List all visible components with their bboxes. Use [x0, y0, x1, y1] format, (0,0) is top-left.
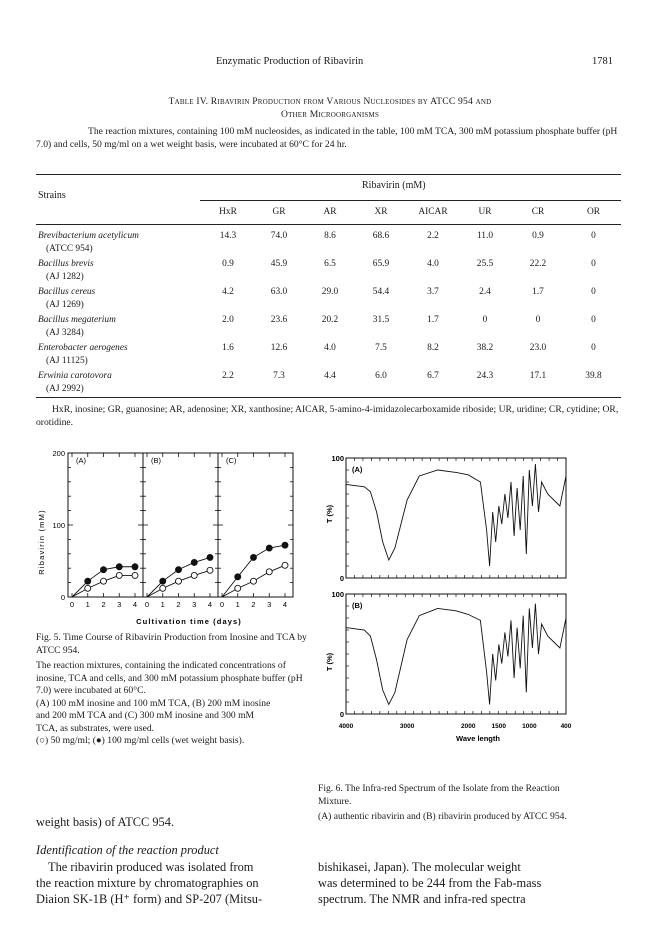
value-cell: 0.9: [222, 259, 234, 269]
table-group-rule: [200, 200, 621, 201]
fig6-xtick-label: 1000: [522, 723, 537, 730]
value-cell: 25.5: [476, 259, 494, 269]
fig5-panel: [218, 453, 293, 609]
fig5-xlabel: Cultivation time (days): [136, 617, 242, 626]
value-cell: 17.1: [529, 371, 547, 381]
fig6-panel-label: (B): [352, 601, 363, 610]
fig6-xtick-label: 3000: [399, 723, 415, 730]
value-cell: 4.4: [324, 371, 336, 381]
section-heading: Identification of the reaction product: [36, 843, 219, 857]
value-cell: 4.0: [427, 259, 439, 269]
fig6-ylabel-a: T (%): [325, 504, 334, 524]
column-header: HxR: [219, 207, 237, 217]
fig5-point-filled: [235, 574, 241, 580]
strain-code: (AJ 3284): [46, 327, 84, 338]
value-cell: 1.6: [222, 343, 234, 353]
fig5-xtick-label: 1: [235, 600, 240, 609]
fig5-caption-line-1: (A) 100 mM inosine and 100 mM TCA, (B) 200 mM inosine: [36, 697, 271, 709]
column-header: AR: [323, 207, 337, 217]
fig5-panel-label: (A): [76, 456, 86, 465]
fig6-xtick-label: 4000: [338, 723, 354, 730]
table-description: The reaction mixtures, containing 100 mM nucleosides, as indicated in the table, 100 mM TCA, 300 mM potassium phosphate buffer (pH 7.0) and cells, 50 mg/ml on a wet weight basis, were incubated at 60°C for 24 hr.: [36, 126, 618, 150]
fig5-xtick-label: 0: [144, 600, 150, 609]
value-cell: 0: [591, 343, 596, 353]
fig5-xtick-label: 1: [85, 600, 90, 609]
strain-code: (ATCC 954): [46, 243, 93, 254]
fig5-point-open: [266, 569, 272, 575]
fig5-point-open: [207, 567, 213, 573]
value-cell: 2.4: [479, 287, 491, 297]
strain-cell: [38, 342, 202, 367]
fig5-xtick-label: 1: [160, 600, 165, 609]
column-header: GR: [272, 207, 286, 217]
fig5-point-filled: [116, 564, 122, 570]
body-left-line-3: Diaion SK-1B (H⁺ form) and SP-207 (Mitsu-: [36, 892, 263, 907]
running-title: Enzymatic Production of Ribavirin: [216, 56, 364, 67]
fig5-ytick-label: 0: [60, 593, 65, 602]
fig6-panel-frame: [346, 594, 566, 714]
value-cell: 1.7: [532, 287, 544, 297]
value-cell: 6.7: [427, 371, 439, 381]
value-cell: 29.0: [321, 287, 339, 297]
fig5-point-filled: [101, 567, 107, 573]
fig5-point-open: [251, 578, 257, 584]
value-cell: 2.0: [222, 315, 234, 325]
fig5-point-open: [132, 572, 138, 578]
fig5-point-open: [160, 585, 166, 591]
fig6-panel: [331, 454, 566, 583]
fig6-xtick-label: 400: [560, 723, 572, 730]
fig5-xtick-label: 3: [192, 600, 197, 609]
value-cell: 0: [591, 231, 596, 241]
table-row: [36, 230, 621, 258]
fig5-caption-line-2: and 200 mM TCA and (C) 300 mM inosine and 300 mM: [36, 710, 255, 721]
fig6-ytick-label: 0: [339, 574, 344, 583]
column-header: UR: [478, 207, 492, 217]
strain-name: Bacillus cereus: [38, 287, 96, 297]
fig6-xlabel: Wave length: [456, 734, 500, 743]
fig6-xtick-label: 1500: [491, 723, 507, 730]
value-cell: 4.2: [222, 287, 234, 297]
fig6-ylabel-b: T (%): [325, 652, 334, 672]
strain-name: Enterobacter aerogenes: [38, 343, 128, 353]
fig6-caption: [318, 783, 583, 824]
fig5-panel-frame: [218, 453, 293, 597]
value-cell: 2.2: [222, 371, 234, 381]
page-number: 1781: [592, 56, 613, 67]
value-cell: 65.9: [372, 259, 390, 269]
value-cell: 2.2: [427, 231, 439, 241]
fig5-caption: [36, 632, 311, 748]
fig5-point-filled: [207, 554, 213, 560]
value-cell: 6.0: [375, 371, 387, 381]
fig6-spectrum-line: [346, 464, 566, 566]
value-cell: 31.5: [372, 315, 390, 325]
value-cell: 63.0: [270, 287, 288, 297]
table-title-line-1: Table IV. Ribavirin Production from Various Nucleosides by ATCC 954 and: [168, 96, 492, 107]
value-cell: 23.6: [270, 315, 288, 325]
strain-cell: [38, 314, 202, 339]
table-footnote: HxR, inosine; GR, guanosine; AR, adenosine; XR, xanthosine; AICAR, 5-amino-4-imidazolecarboxamide riboside; UR, uridine; CR, cytidine; OR, orotidine.: [36, 404, 619, 428]
value-cell: 0: [591, 315, 596, 325]
value-cell: 0.9: [532, 231, 544, 241]
fig5-caption-title: Fig. 5. Time Course of Ribavirin Production from Inosine and TCA by ATCC 954.: [36, 632, 307, 656]
strain-name: Brevibacterium acetylicum: [38, 231, 139, 241]
fig5-xtick-label: 0: [219, 600, 225, 609]
fig6-caption-body: (A) authentic ribavirin and (B) ribavirin produced by ATCC 954.: [318, 811, 567, 822]
table-row: [36, 370, 621, 398]
fig5-series-line: [222, 545, 285, 597]
fig6-panel: [331, 590, 566, 719]
value-cell: 45.9: [270, 259, 288, 269]
value-cell: 7.3: [273, 371, 285, 381]
strain-cell: [38, 286, 202, 311]
fig6-caption-title: Fig. 6. The Infra-red Spectrum of the Isolate from the Reaction Mixture.: [318, 783, 560, 807]
value-cell: 74.0: [270, 231, 288, 241]
fig5-ytick-label: 100: [52, 521, 65, 530]
body-left-line-1: The ribavirin produced was isolated from: [48, 860, 254, 874]
value-cell: 1.7: [427, 315, 439, 325]
fig5-point-open: [176, 578, 182, 584]
strain-code: (AJ 1282): [46, 271, 84, 282]
body-right-line-3: spectrum. The NMR and infra-red spectra: [318, 892, 526, 907]
value-cell: 24.3: [476, 371, 494, 381]
nucleoside-table: [36, 207, 621, 217]
fig5-point-open: [116, 572, 122, 578]
strain-code: (AJ 1269): [46, 299, 84, 310]
table-row: [36, 342, 621, 370]
strain-cell: [38, 230, 202, 255]
fig5-series-line: [147, 557, 210, 597]
value-cell: 68.6: [372, 231, 390, 241]
fig5-panel-frame: [143, 453, 218, 597]
value-cell: 8.6: [324, 231, 336, 241]
table-top-rule: [36, 174, 621, 175]
fig5-xtick-label: 0: [69, 600, 75, 609]
fig5-panel-label: (C): [226, 456, 237, 465]
fig5-point-filled: [176, 567, 182, 573]
value-cell: 0: [591, 259, 596, 269]
strains-header: Strains: [38, 190, 66, 201]
value-cell: 6.5: [324, 259, 336, 269]
value-cell: 12.6: [270, 343, 288, 353]
table-header-rule: [36, 224, 621, 225]
value-cell: 39.8: [585, 371, 602, 381]
value-cell: 23.0: [529, 343, 547, 353]
strain-name: Bacillus megaterium: [38, 315, 116, 325]
table-title: [90, 95, 570, 121]
value-cell: 20.2: [321, 315, 339, 325]
fig5-xtick-label: 4: [132, 600, 138, 609]
fig5-point-filled: [160, 578, 166, 584]
value-cell: 0: [591, 287, 596, 297]
value-cell: 22.2: [529, 259, 547, 269]
fig5-point-open: [101, 578, 107, 584]
fig6-spectrum-line: [346, 604, 566, 705]
fig5-point-filled: [282, 542, 288, 548]
body-left-column: [36, 859, 311, 908]
fig6-panel-frame: [346, 458, 566, 578]
table-row: [36, 258, 621, 286]
fig5-point-open: [282, 562, 288, 568]
fig6-panel-label: (A): [352, 465, 363, 474]
body-left-line-2: the reaction mixture by chromatographies on: [36, 876, 259, 891]
fig5-ytick-label: 200: [52, 449, 65, 458]
strain-code: (AJ 2992): [46, 383, 84, 394]
fig5-ylabel: Ribavirin (mM): [37, 509, 46, 575]
value-cell: 4.0: [324, 343, 336, 353]
body-right-column: [318, 859, 588, 908]
column-header-row: [36, 207, 621, 217]
strain-cell: [38, 370, 202, 395]
fig5-panel: [68, 453, 143, 609]
fig6-chart: [318, 452, 578, 772]
fig5-xtick-label: 4: [207, 600, 213, 609]
strain-code: (AJ 11125): [46, 355, 88, 366]
fig5-point-filled: [132, 564, 138, 570]
fig5-xtick-label: 2: [101, 600, 106, 609]
fig5-xtick-label: 3: [117, 600, 122, 609]
fig5-xtick-label: 3: [267, 600, 272, 609]
value-cell: 8.2: [427, 343, 439, 353]
table-title-line-2: Other Microorganisms: [280, 109, 380, 120]
fig5-chart: [36, 447, 311, 627]
fig5-xtick-label: 2: [176, 600, 181, 609]
value-cell: 3.7: [427, 287, 439, 297]
body-left-top: weight basis) of ATCC 954.: [36, 815, 175, 829]
fig5-panel: [143, 453, 218, 609]
value-cell: 14.3: [219, 231, 237, 241]
value-cell: 54.4: [372, 287, 390, 297]
column-header: XR: [374, 207, 388, 217]
fig5-caption-body: The reaction mixtures, containing the indicated concentrations of inosine, TCA and cells, and 300 mM potassium phosphate buffer (pH 7.0) were incubated at 60°C.: [36, 660, 303, 696]
table-row: [36, 314, 621, 342]
fig5-point-filled: [266, 545, 272, 551]
fig5-point-filled: [85, 578, 91, 584]
body-right-line-1: bishikasei, Japan). The molecular weight: [318, 860, 521, 874]
column-header: CR: [531, 207, 545, 217]
fig5-point-open: [191, 572, 197, 578]
value-cell: 38.2: [476, 343, 494, 353]
fig6-ytick-label: 100: [331, 590, 344, 599]
fig5-point-open: [85, 585, 91, 591]
fig5-point-filled: [191, 559, 197, 565]
column-header: AICAR: [418, 207, 448, 217]
fig5-caption-line-3: TCA, as substrates, were used.: [36, 722, 155, 734]
fig5-xtick-label: 2: [251, 600, 256, 609]
strain-cell: [38, 258, 202, 283]
column-header: OR: [586, 207, 601, 217]
table-row: [36, 286, 621, 314]
fig5-panel-label: (B): [151, 456, 161, 465]
body-right-line-2: was determined to be 244 from the Fab-mass: [318, 876, 542, 891]
fig5-point-filled: [251, 554, 257, 560]
fig5-xtick-label: 4: [282, 600, 288, 609]
strain-name: Bacillus brevis: [38, 259, 94, 269]
value-cell: 0: [535, 315, 541, 325]
fig5-point-open: [235, 585, 241, 591]
fig6-ytick-label: 100: [331, 454, 344, 463]
fig6-ytick-label: 0: [339, 710, 344, 719]
fig6-xtick-label: 2000: [460, 723, 476, 730]
strain-name: Erwinia carotovora: [38, 371, 112, 381]
value-cell: 7.5: [375, 343, 387, 353]
value-cell: 0: [482, 315, 488, 325]
value-cell: 11.0: [476, 231, 494, 241]
fig5-caption-line-4: (○) 50 mg/ml; (●) 100 mg/ml cells (wet weight basis).: [36, 735, 245, 746]
ribavirin-group-header: Ribavirin (mM): [362, 180, 426, 191]
